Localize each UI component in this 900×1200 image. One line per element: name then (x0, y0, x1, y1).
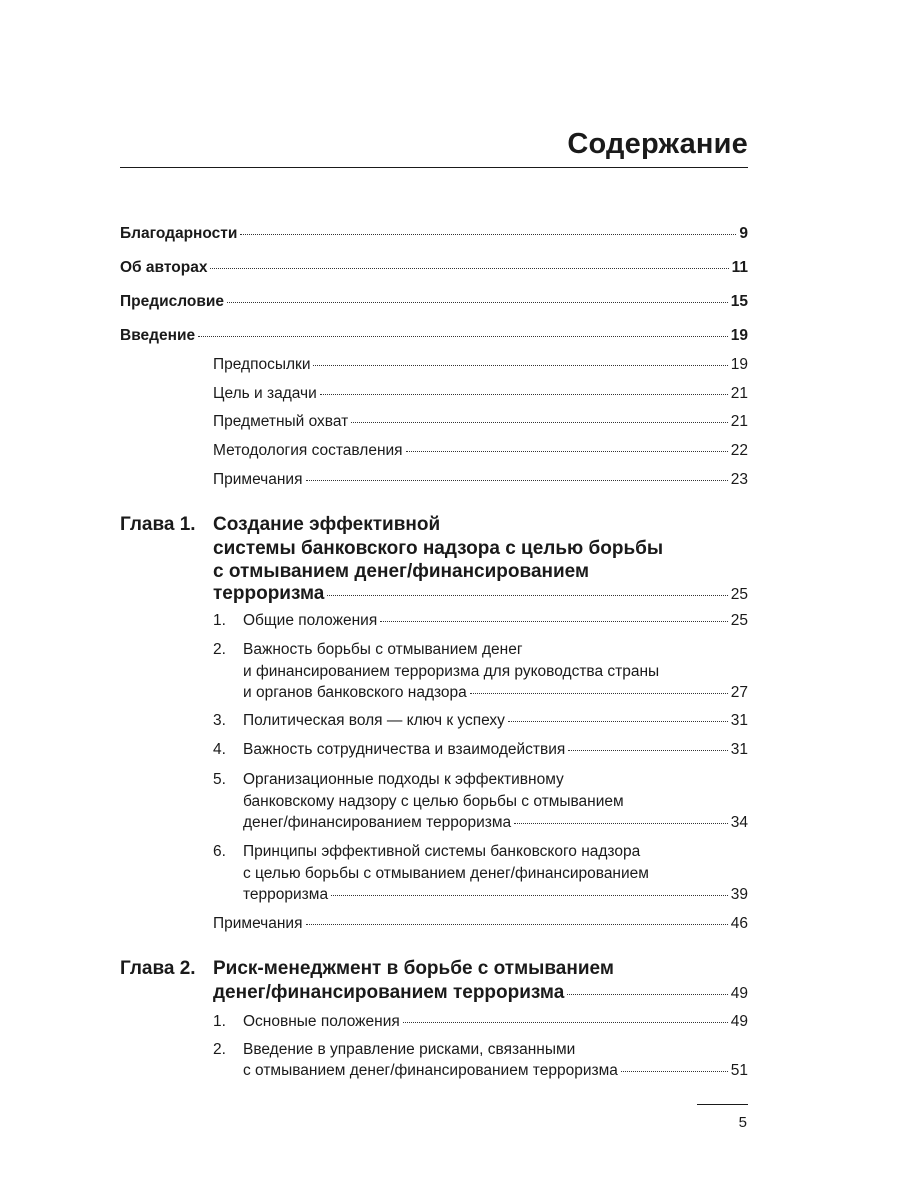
toc-page-number: 31 (730, 712, 748, 729)
toc-page-number: 49 (730, 985, 748, 1002)
toc-entry-label: Политическая воля — ключ к успеху (243, 712, 505, 729)
chapter-title-line: терроризма (213, 583, 325, 604)
toc-page-number: 11 (731, 259, 748, 276)
toc-entry-acknowledgements[interactable] (120, 225, 748, 243)
toc-subentry[interactable] (213, 385, 748, 403)
toc-entry-label: Предметный охват (213, 413, 349, 430)
toc-entry-label: Принципы эффективной системы банковского надзора (243, 843, 641, 860)
page-number: 5 (738, 1114, 747, 1131)
toc-entry-label: с целью борьбы с отмыванием денег/финансированием (243, 865, 649, 882)
dot-leader (567, 994, 727, 995)
toc-entry-label: Важность борьбы с отмыванием денег (243, 641, 523, 658)
toc-page-number: 25 (730, 612, 748, 629)
toc-entry-label: Основные положения (243, 1013, 400, 1030)
toc-entry-label: терроризма (243, 886, 329, 903)
toc-page-number: 31 (730, 741, 748, 758)
dot-leader (568, 750, 727, 751)
toc-page-number: 15 (730, 293, 748, 310)
toc-entry-chapter-2[interactable] (213, 982, 748, 1005)
toc-entry-label: Предисловие (120, 293, 225, 310)
chapter-prefix: Глава 2. (120, 958, 196, 979)
toc-page-number: 9 (739, 225, 748, 242)
toc-page-number: 34 (730, 814, 748, 831)
toc-entry-about-authors[interactable] (120, 259, 748, 277)
dot-leader (380, 621, 728, 622)
dot-leader (320, 394, 728, 395)
toc-entry-label: Общие положения (243, 612, 378, 629)
item-number: 5. (213, 771, 226, 788)
toc-subentry[interactable] (243, 684, 748, 702)
toc-entry-label: с отмыванием денег/финансированием терроризма (243, 1062, 618, 1079)
chapter-title-line: с отмыванием денег/финансированием (213, 561, 590, 582)
dot-leader (240, 234, 736, 235)
item-number: 3. (213, 712, 226, 729)
toc-entry-label: Предпосылки (213, 356, 311, 373)
dot-leader (403, 1022, 728, 1023)
item-number: 1. (213, 612, 226, 629)
dot-leader (406, 451, 728, 452)
toc-page-number: 27 (730, 684, 748, 701)
toc-entry-label: Цель и задачи (213, 385, 317, 402)
toc-page-number: 25 (730, 586, 748, 603)
item-number: 1. (213, 1013, 226, 1030)
toc-entry-label: Об авторах (120, 259, 208, 276)
toc-entry-label: Примечания (213, 471, 303, 488)
footer-rule (697, 1104, 748, 1105)
toc-entry-label: и органов банковского надзора (243, 684, 467, 701)
dot-leader (327, 595, 727, 596)
toc-entry-label: Важность сотрудничества и взаимодействия (243, 741, 566, 758)
toc-page-number: 21 (730, 413, 748, 430)
item-number: 2. (213, 641, 226, 658)
toc-entry-introduction[interactable] (120, 327, 748, 345)
dot-leader (306, 924, 728, 925)
toc-subentry[interactable] (213, 471, 748, 489)
dot-leader (621, 1071, 728, 1072)
toc-page-number: 46 (730, 915, 748, 932)
dot-leader (331, 895, 728, 896)
toc-subentry[interactable] (243, 712, 748, 730)
toc-page-number: 19 (730, 327, 748, 344)
toc-page-number: 22 (730, 442, 748, 459)
toc-subentry[interactable] (213, 356, 748, 374)
toc-page-number: 21 (730, 385, 748, 402)
toc-page-number: 39 (730, 886, 748, 903)
title-rule (120, 167, 748, 168)
toc-entry-label: Благодарности (120, 225, 238, 242)
dot-leader (470, 693, 728, 694)
toc-entry-label: и финансированием терроризма для руководства страны (243, 663, 660, 680)
dot-leader (508, 721, 728, 722)
dot-leader (227, 302, 728, 303)
toc-subentry[interactable] (243, 612, 748, 630)
toc-page-number: 23 (730, 471, 748, 488)
chapter-title-line: денег/финансированием терроризма (213, 982, 565, 1003)
toc-page-number: 49 (730, 1013, 748, 1030)
dot-leader (306, 480, 728, 481)
dot-leader (198, 336, 728, 337)
toc-entry-label: банковскому надзору с целью борьбы с отмыванием (243, 793, 624, 810)
dot-leader (313, 365, 727, 366)
toc-subentry-notes[interactable] (213, 915, 748, 933)
toc-subentry[interactable] (243, 814, 748, 832)
toc-page-number: 19 (730, 356, 748, 373)
dot-leader (514, 823, 728, 824)
toc-subentry[interactable] (243, 1062, 748, 1080)
item-number: 2. (213, 1041, 226, 1058)
item-number: 6. (213, 843, 226, 860)
toc-entry-label: денег/финансированием терроризма (243, 814, 512, 831)
toc-subentry[interactable] (243, 741, 748, 759)
page-title: Содержание (567, 128, 748, 160)
chapter-prefix: Глава 1. (120, 514, 196, 535)
toc-entry-chapter-1[interactable] (213, 583, 748, 606)
toc-entry-preface[interactable] (120, 293, 748, 311)
toc-entry-label: Организационные подходы к эффективному (243, 771, 564, 788)
item-number: 4. (213, 741, 226, 758)
toc-entry-label: Введение в управление рисками, связанными (243, 1041, 576, 1058)
toc-subentry[interactable] (213, 413, 748, 431)
dot-leader (210, 268, 728, 269)
dot-leader (351, 422, 728, 423)
toc-subentry[interactable] (213, 442, 748, 460)
chapter-title-line: Риск-менеджмент в борьбе с отмыванием (213, 958, 614, 979)
chapter-title-line: системы банковского надзора с целью борьбы (213, 538, 664, 559)
toc-subentry[interactable] (243, 886, 748, 904)
toc-entry-label: Методология составления (213, 442, 403, 459)
toc-page-number: 51 (730, 1062, 748, 1079)
chapter-title-line: Создание эффективной (213, 514, 441, 535)
toc-entry-label: Примечания (213, 915, 303, 932)
toc-entry-label: Введение (120, 327, 196, 344)
toc-subentry[interactable] (243, 1013, 748, 1031)
